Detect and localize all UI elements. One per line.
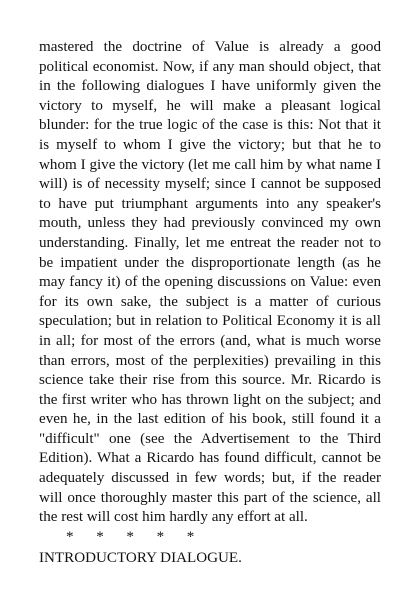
document-page	[39, 38, 381, 569]
body-paragraph: mastered the doctrine of Value is already a good political economist. Now, if any man should object, that in the following dialogues I have uniformly given the victory to myself, he will make a pleasant logical blunder: for the true logic of the case is this: Not that it is myself to whom I give the victory; but that he to whom I give the victory (let me call him by what name I will) is of necessity myself; since I cannot be supposed to have put triumphant arguments into any speaker's mouth, unless they had previously convinced my own understanding. Finally, let me entreat the reader not to be impatient under the disproportionate length (as he may fancy it) of the opening discussions on Value: even for its own sake, the subject is a matter of curious speculation; but in relation to Political Economy it is all in all; for most of the errors (and, what is much worse than errors, most of the perplexities) prevailing in this science take their rise from this source. Mr. Ricardo is the first writer who has thrown light on the subject; and even he, in the last edition of his book, still found it a "difficult" one (see the Advertisement to the Third Edition). What a Ricardo has found difficult, cannot be adequately discussed in few words; but, if the reader will once thoroughly master this part of the science, all the rest will cost him hardly any effort at all.	[39, 39, 381, 526]
section-separator: * * * * *	[66, 528, 195, 545]
section-heading: INTRODUCTORY DIALOGUE.	[39, 550, 242, 567]
